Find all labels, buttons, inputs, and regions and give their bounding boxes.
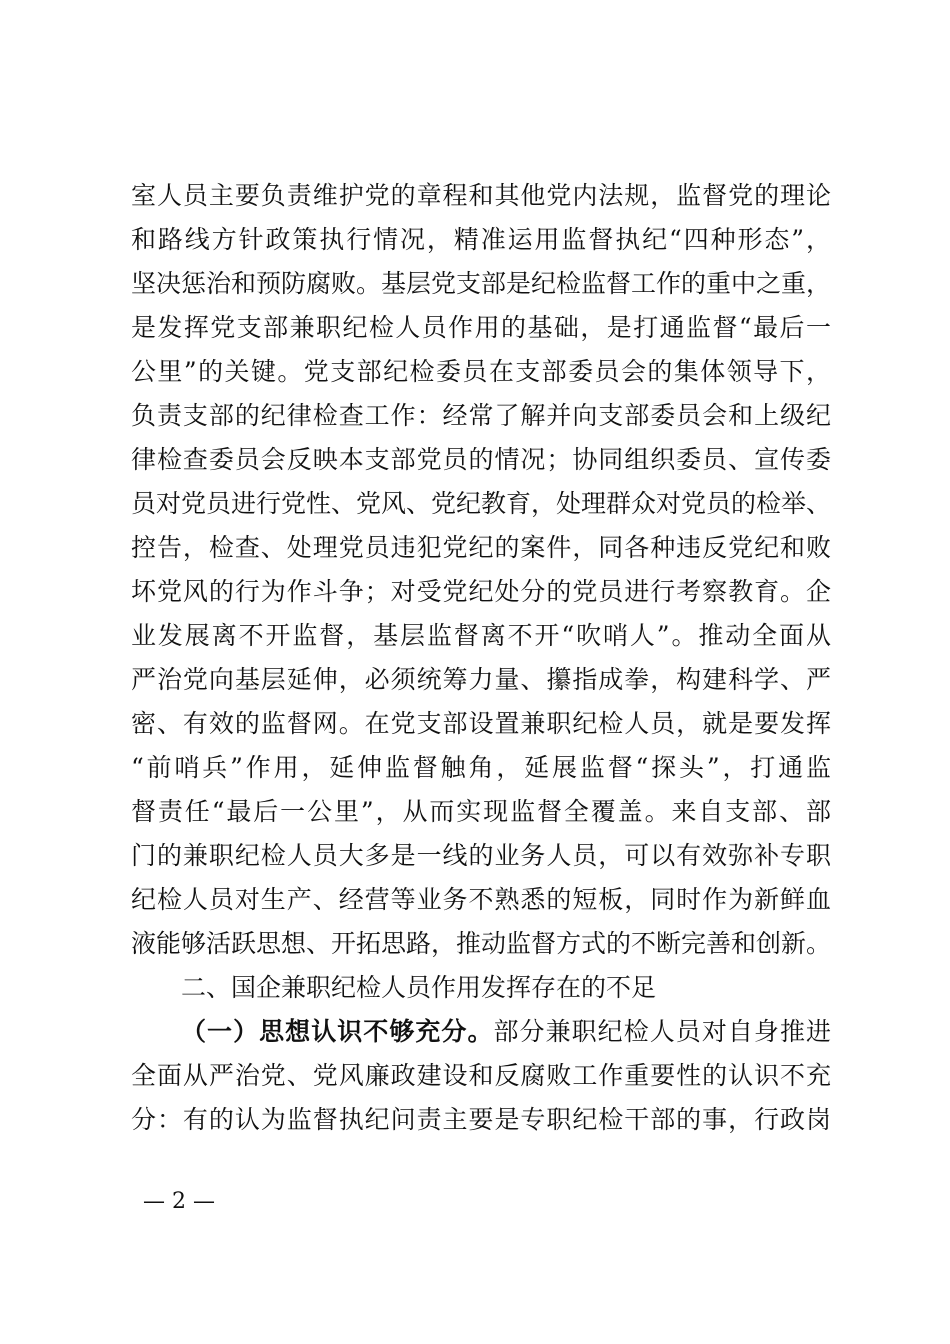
body-line: 控告，检查、处理党员违犯党纪的案件，同各种违反党纪和败	[131, 533, 831, 562]
section-heading: 二、国企兼职纪检人员作用发挥存在的不足	[181, 973, 657, 1002]
body-line: 液能够活跃思想、开拓思路，推动监督方式的不断完善和创新。	[131, 929, 832, 958]
body-line: 督责任“最后一公里”，从而实现监督全覆盖。来自支部、部	[131, 797, 831, 826]
subsection-first-line	[131, 1010, 831, 1054]
body-line: 室人员主要负责维护党的章程和其他党内法规，监督党的理论	[131, 181, 831, 210]
body-line: 和路线方针政策执行情况，精准运用监督执纪“四种形态”，	[131, 225, 831, 254]
body-line: 公里”的关键。党支部纪检委员在支部委员会的集体领导下，	[131, 357, 831, 386]
body-line: 分：有的认为监督执纪问责主要是专职纪检干部的事，行政岗	[131, 1105, 831, 1134]
body-line: 业发展离不开监督，基层监督离不开“吹哨人”。推动全面从	[131, 621, 831, 650]
subsection-title: （一）思想认识不够充分。	[181, 1017, 494, 1046]
body-line: 坚决惩治和预防腐败。基层党支部是纪检监督工作的重中之重，	[131, 269, 832, 298]
body-line: 是发挥党支部兼职纪检人员作用的基础，是打通监督“最后一	[131, 313, 831, 342]
body-line: 严治党向基层延伸，必须统筹力量、攥指成拳，构建科学、严	[131, 665, 831, 694]
body-line: 员对党员进行党性、党风、党纪教育，处理群众对党员的检举、	[131, 489, 832, 518]
subsection-text: 部分兼职纪检人员对自身推进	[493, 1017, 831, 1046]
document-body	[131, 174, 831, 1142]
page-number: — 2 —	[143, 1189, 215, 1214]
body-line: 全面从严治党、党风廉政建设和反腐败工作重要性的认识不充	[131, 1061, 831, 1090]
body-line: 门的兼职纪检人员大多是一线的业务人员，可以有效弥补专职	[131, 841, 831, 870]
body-line: “前哨兵”作用，延伸监督触角，延展监督“探头”，打通监	[131, 753, 831, 782]
body-line: 密、有效的监督网。在党支部设置兼职纪检人员，就是要发挥	[131, 709, 831, 738]
body-line: 纪检人员对生产、经营等业务不熟悉的短板，同时作为新鲜血	[131, 885, 831, 914]
body-line: 负责支部的纪律检查工作：经常了解并向支部委员会和上级纪	[131, 401, 831, 430]
body-line: 律检查委员会反映本支部党员的情况；协同组织委员、宣传委	[131, 445, 831, 474]
body-line: 坏党风的行为作斗争；对受党纪处分的党员进行考察教育。企	[131, 577, 831, 606]
